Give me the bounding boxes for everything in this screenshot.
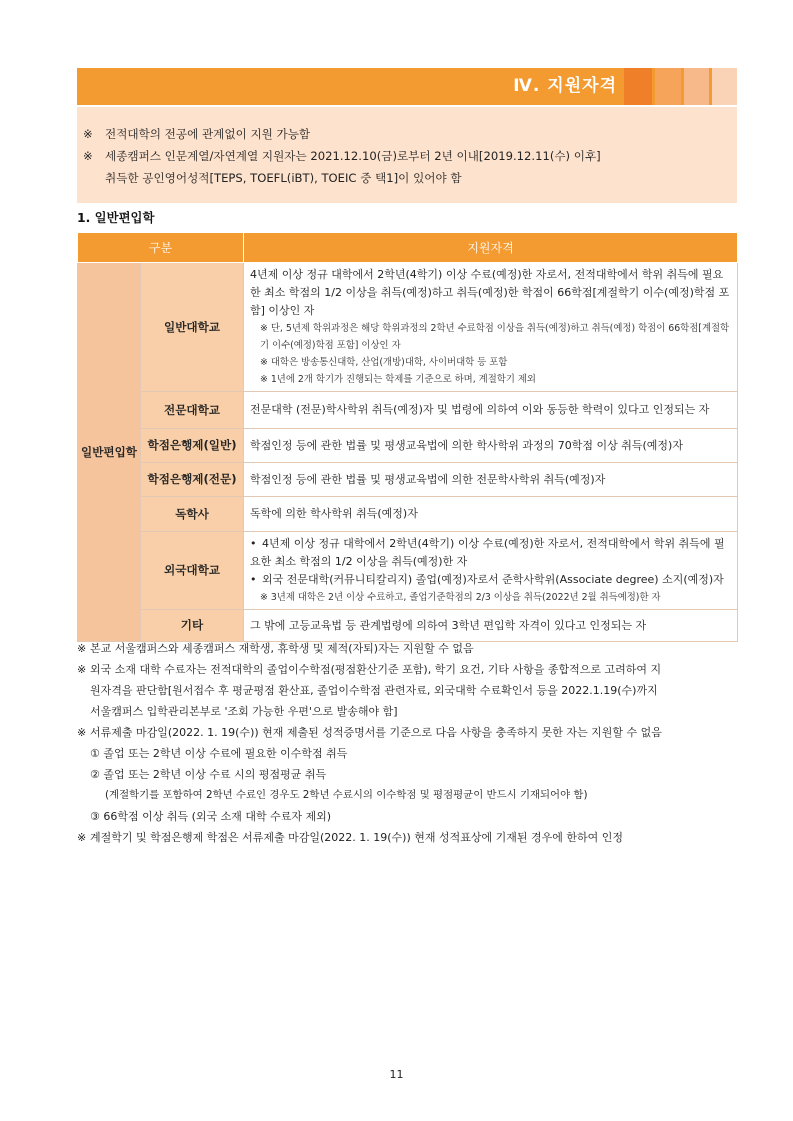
content-text: 외국 전문대학(커뮤니티칼리지) 졸업(예정)자로서 준학사학위(Associate degree) 소지(예정)자 [262, 573, 724, 586]
content-note: ※ 대학은 방송통신대학, 산업(개방)대학, 사이버대학 등 포함 [260, 357, 508, 368]
section-title: 1. 일반편입학 [77, 210, 155, 225]
bullet-icon: • [250, 573, 257, 586]
header-qualification: 지원자격 [244, 233, 738, 263]
notice-text: 전적대학의 전공에 관계없이 지원 가능함 [105, 127, 311, 141]
footnote-sub-item: ③ 66학점 이상 취득 (외국 소재 대학 수료자 제외) [90, 810, 332, 823]
row-content [244, 392, 738, 429]
content-note: ※ 1년에 2개 학기가 진행되는 학제를 기준으로 하며, 계절학기 제외 [260, 374, 536, 385]
footnote-text: 본교 서울캠퍼스와 세종캠퍼스 재학생, 휴학생 및 제적(자퇴)자는 지원할 수 없음 [90, 642, 474, 655]
row-content [244, 263, 738, 392]
banner-decoration-square [684, 68, 709, 105]
table-row [78, 263, 738, 392]
page-number: 11 [389, 1068, 404, 1081]
row-label: 학점은행제(전문) [141, 463, 244, 497]
note-marker: ※ [83, 149, 93, 163]
banner-decoration-square [655, 68, 681, 105]
note-marker: ※ [77, 726, 87, 739]
footnote-sub-item: (계절학기를 포함하여 2학년 수료인 경우도 2학년 수료시의 이수학점 및 평점평균이 반드시 기재되어야 함) [105, 789, 588, 801]
note-marker: ※ [77, 663, 87, 676]
note-marker: ※ [77, 642, 87, 655]
row-content [244, 532, 738, 610]
row-label: 외국대학교 [141, 532, 244, 610]
footnote-sub-item: ② 졸업 또는 2학년 이상 수료 시의 평점평균 취득 [90, 768, 327, 781]
row-content [244, 429, 738, 463]
content-text: 그 밖에 고등교육법 등 관계법령에 의하여 3학년 편입학 자격이 있다고 인정되는 자 [250, 618, 647, 632]
footnote-line [77, 827, 737, 848]
row-content [244, 610, 738, 642]
footnote-text: 서류제출 마감일(2022. 1. 19(수)) 현재 제출된 성적증명서를 기준으로 다음 사항을 충족하지 못한 자는 지원할 수 없음 [90, 726, 662, 739]
content-text: 4년제 이상 정규 대학에서 2학년(4학기) 이상 수료(예정)한 자로서, 전적대학에서 학위 취득에 필요한 최소 학점의 1/2 이상을 취득(예정)하고 취득(예정)한 학점이 66학점[계절학기 이수(예정)학점 포함] 이상인 자 [250, 268, 730, 317]
row-content [244, 463, 738, 497]
content-text: 학점인정 등에 관한 법률 및 평생교육법에 의한 학사학위 과정의 70학점 이상 취득(예정)자 [250, 438, 683, 452]
content-text: 독학에 의한 학사학위 취득(예정)자 [250, 507, 418, 520]
footnotes [77, 638, 737, 848]
banner-decoration-square [624, 68, 652, 105]
notice-text: 세종캠퍼스 인문계열/자연계열 지원자는 2021.12.10(금)로부터 2년 이내[2019.12.11(수) 이후] [105, 149, 601, 163]
row-label: 기타 [141, 610, 244, 642]
qualification-table [77, 232, 738, 642]
row-label: 학점은행제(일반) [141, 429, 244, 463]
table-row [78, 429, 738, 463]
notice-line: 취득한 공인영어성적[TEPS, TOEFL(iBT), TOEIC 중 택1]이 있어야 함 [105, 171, 462, 185]
content-text: 4년제 이상 정규 대학에서 2학년(4학기) 이상 수료(예정)한 자로서, 전적대학에서 학위 취득에 필요한 최소 학점의 1/2 이상을 취득(예정)한 자 [250, 537, 725, 568]
content-text: 전문대학 (전문)학사학위 취득(예정)자 및 법령에 의하여 이와 동등한 학력이 있다고 인정되는 자 [250, 403, 710, 416]
footnote-text: 외국 소재 대학 수료자는 전적대학의 졸업이수학점(평점환산기준 포함), 학기 요건, 기타 사항을 종합적으로 고려하여 지 [90, 663, 662, 676]
table-row [78, 497, 738, 532]
content-bullet-item [250, 535, 731, 571]
bullet-icon: • [250, 537, 257, 550]
category-cell: 일반편입학 [78, 263, 141, 642]
row-label: 일반대학교 [141, 263, 244, 392]
footnote-line: 서울캠퍼스 입학관리본부로 '조회 가능한 우편'으로 발송해야 함] [90, 705, 398, 718]
footnote-line [77, 659, 737, 680]
row-content [244, 497, 738, 532]
section-header-title: Ⅳ. 지원자격 [513, 76, 617, 96]
content-bullet-item [250, 571, 731, 589]
row-label: 독학사 [141, 497, 244, 532]
row-label: 전문대학교 [141, 392, 244, 429]
footnote-sub-item: ① 졸업 또는 2학년 이상 수료에 필요한 이수학점 취득 [90, 747, 348, 760]
notice-line [83, 145, 737, 167]
content-note: ※ 단, 5년제 학위과정은 해당 학위과정의 2학년 수료학점 이상을 취득(예정)하고 취득(예정) 학점이 66학점[계절학기 이수(예정)학점 포함] 이상인 자 [260, 323, 730, 351]
notice-box [77, 107, 737, 203]
table-row [78, 610, 738, 642]
footnote-line [77, 722, 737, 743]
notice-line [83, 123, 737, 145]
footnote-text: 계절학기 및 학점은행제 학점은 서류제출 마감일(2022. 1. 19(수)) 현재 성적표상에 기재된 경우에 한하여 인정 [90, 831, 624, 844]
note-marker: ※ [83, 127, 93, 141]
content-text: 학점인정 등에 관한 법률 및 평생교육법에 의한 전문학사학위 취득(예정)자 [250, 472, 606, 486]
content-note: ※ 3년제 대학은 2년 이상 수료하고, 졸업기준학점의 2/3 이상을 취득(2022년 2월 취득예정)한 자 [260, 592, 661, 603]
footnote-line [77, 638, 737, 659]
section-header-banner [77, 68, 737, 105]
table-row [78, 532, 738, 610]
table-row [78, 392, 738, 429]
footnote-line: 원자격을 판단함[원서접수 후 평균평점 환산표, 졸업이수학점 관련자료, 외국대학 수료확인서 등을 2022.1.19(수)까지 [90, 684, 658, 697]
note-marker: ※ [77, 831, 87, 844]
banner-decoration-square [712, 68, 737, 105]
table-header-row [78, 233, 738, 263]
header-category: 구분 [78, 233, 244, 263]
table-row [78, 463, 738, 497]
